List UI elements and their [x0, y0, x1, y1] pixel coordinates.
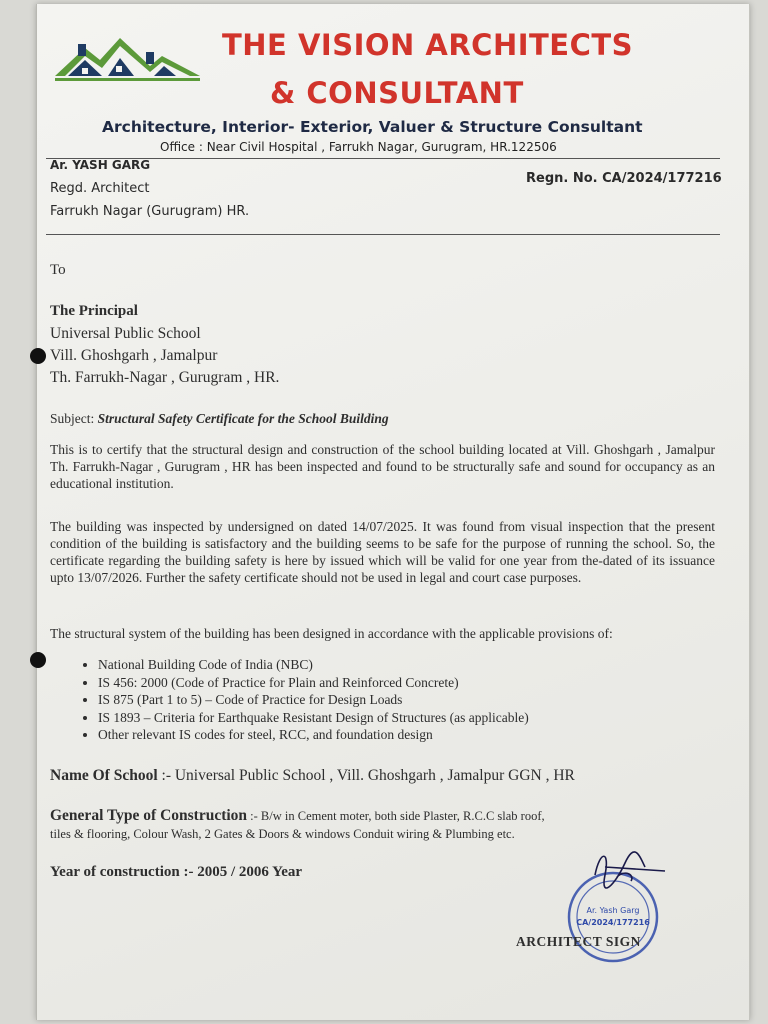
construction-value-continued: tiles & flooring, Colour Wash, 2 Gates & Doors & windows Conduit wiring & Plumbing etc.: [50, 827, 515, 841]
signature-scribble: [595, 852, 665, 888]
stamp-name: Ar. Yash Garg: [586, 906, 640, 915]
school-name-value: :- Universal Public School , Vill. Ghoshgarh , Jamalpur GGN , HR: [157, 767, 575, 784]
firm-tagline: Architecture, Interior- Exterior, Valuer & Structure Consultant: [102, 118, 643, 136]
architect-location: Farrukh Nagar (Gurugram) HR.: [50, 204, 250, 219]
recipient-line: Vill. Ghoshgarh , Jamalpur: [50, 347, 218, 364]
salutation-to: To: [50, 262, 66, 278]
recipient-title: The Principal: [50, 303, 138, 319]
punch-hole-top: [30, 348, 46, 364]
registration-number: Regn. No. CA/2024/177216: [526, 171, 722, 186]
list-item: • IS 456: 2000 (Code of Practice for Plain and Reinforced Concrete): [98, 674, 529, 692]
header-rule-bottom: [46, 234, 720, 235]
architect-title: Regd. Architect: [50, 181, 150, 196]
codes-list: [80, 656, 529, 744]
stamp-regn: CA/2024/177216: [576, 918, 650, 927]
list-item: • National Building Code of India (NBC): [98, 656, 529, 674]
punch-hole-bottom: [30, 652, 46, 668]
school-name-row: [50, 767, 575, 785]
list-item: • IS 875 (Part 1 to 5) – Code of Practice for Design Loads: [98, 691, 529, 709]
recipient-line: Th. Farrukh-Nagar , Gurugram , HR.: [50, 369, 280, 386]
office-address: Office : Near Civil Hospital , Farrukh Nagar, Gurugram, HR.122506: [160, 140, 557, 154]
paragraph-provisions: The structural system of the building has been designed in accordance with the applicable provisions of:: [50, 626, 613, 641]
year-row: [50, 863, 302, 881]
school-name-label: Name Of School: [50, 767, 158, 784]
paragraph-inspection: The building was inspected by undersigned on dated 14/07/2025. It was found from visual inspection that the present condition of the building is satisfactory and the building seems to be safe for the purpose of running the school. So, the certificate regarding the building safety is here by issued which will be valid for one year from the-dated of its issuance upto 13/07/2026. Further the safety certificate should not be used in legal and court case purposes.: [50, 519, 715, 585]
subject-label: Subject:: [50, 411, 98, 426]
recipient-line: Universal Public School: [50, 325, 201, 342]
year-label: Year of construction :-: [50, 864, 198, 880]
architect-name: Ar. YASH GARG: [50, 158, 151, 172]
firm-name-line1: THE VISION ARCHITECTS: [222, 28, 634, 62]
subject-text: Structural Safety Certificate for the School Building: [97, 411, 389, 426]
architect-sign-label: ARCHITECT SIGN: [516, 934, 641, 949]
subject-line: [50, 410, 715, 427]
house-logo-icon: [50, 28, 210, 88]
year-value: 2005 / 2006 Year: [197, 864, 303, 880]
firm-name-line2: & CONSULTANT: [270, 76, 524, 110]
construction-label: General Type of Construction: [50, 807, 248, 824]
construction-row: [50, 807, 545, 825]
list-item: • Other relevant IS codes for steel, RCC, and foundation design: [98, 726, 529, 744]
paragraph-certification: This is to certify that the structural design and construction of the school building located at Vill. Ghoshgarh , Jamalpur Th. Farrukh-Nagar , Gurugram , HR has been inspected and found to be structurally safe and sound for occupancy as an educational institution.: [50, 442, 715, 491]
list-item: • IS 1893 – Criteria for Earthquake Resistant Design of Structures (as applicable): [98, 709, 529, 727]
construction-value: :- B/w in Cement moter, both side Plaster, R.C.C slab roof,: [247, 809, 545, 823]
